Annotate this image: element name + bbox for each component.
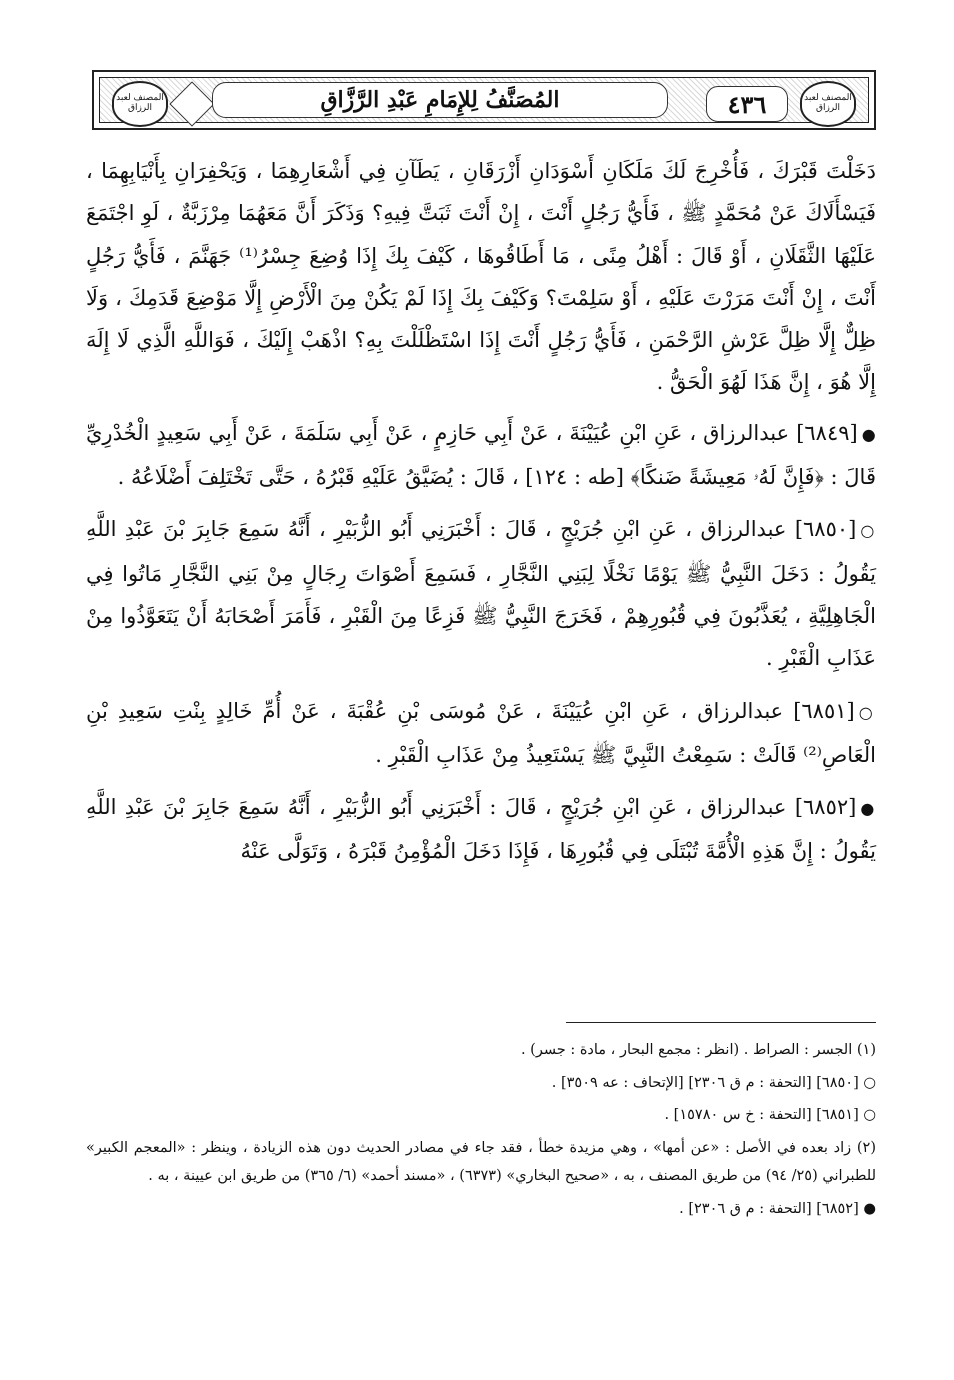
header-title-strip (212, 82, 668, 118)
footnote-6852-reference: ● [٦٨٥٢] [التحفة : م ق ٢٣٠٦] . (679, 1200, 876, 1217)
footnote-6851-reference: ○ [٦٨٥١] [التحفة : خ س ١٥٧٨٠] . (664, 1107, 876, 1123)
footnote-separator (566, 1022, 876, 1023)
header-ornament-frame (99, 77, 869, 123)
filled-circle-icon: ● (860, 799, 876, 819)
book-emblem-right: المصنف لعبد الرزاق (800, 81, 856, 127)
book-emblem-left: المصنف لعبد الرزاق (112, 81, 168, 127)
hollow-circle-icon: ○ (858, 702, 876, 722)
footnote-2: (٢) زاد بعده في الأصل : «عن أمها» ، وهي مزيدة خطأ ، فقد جاء في مصادر الحديث دون هذه الزيادة ، وينظر : «المعجم الكبير» للطبراني (٢٥/ ٩٤) من طريق المصنف ، به ، «صحيح البخاري» (٦٣٧٣) ، «مسند أحمد» (٦/ ٣٦٥) من طريق ابن عيينة ، به . (86, 1139, 876, 1184)
hadith-6851 (86, 690, 876, 777)
page-header (92, 70, 876, 130)
paragraph-continuation (86, 150, 876, 404)
footnote-6850-reference: ○ [٦٨٥٠] [التحفة : م ق ٢٣٠٦] [الإتحاف : عه ٣٥٠٩] . (551, 1074, 876, 1091)
filled-circle-icon: ● (861, 424, 877, 444)
footnote-1: (١) الجسر : الصراط . (انظر : مجمع البحار ، مادة : جسر) . (520, 1042, 876, 1058)
paragraph-text: دَخَلْتَ قَبْرَكَ ، فَأُخْرِجَ لَكَ مَلَكَانِ أَسْوَدَانِ أَزْرَقَانِ ، يَطَآنِ فِي أَشْعَارِهِمَا ، وَيَحْفِرَانِ بِأَنْيَابِهِمَا ، فَيَسْأَلَاكَ عَنْ مُحَمَّدٍ ﷺ ، فَأَيُّ رَجُلٍ أَنْتَ ، إِنْ أَنْتَ ثَبَتَّ فِيهِ؟ وَذَكَرَ أَنَّ مَعَهُمَا مِرْزَبَّةٌ ، لَوِ اجْتَمَعَ عَلَيْهَا الثَّقَلَانِ ، أَوْ قَالَ : أَهْلُ مِنًى ، مَا أَطَاقُوهَا ، كَيْفَ بِكَ إِذَا وُضِعَ جِسْرُ⁽¹⁾ جَهَنَّمَ ، فَأَيُّ رَجُلٍ أَنْتَ ، إِنْ أَنْتَ مَرَرْتَ عَلَيْهِ ، أَوْ سَلِمْتَ؟ وَكَيْفَ بِكَ إِذَا لَمْ يَكُنْ مِنَ الْأَرْضِ إِلَّا مَوْضِعَ قَدَمِكَ ، وَلَا ظِلٌّ إِلَّا ظِلَّ عَرْشِ الرَّحْمَنِ ، فَأَيُّ رَجُلٍ أَنْتَ إِذَا اسْتَظْلَلْتَ بِهِ؟ اذْهَبْ إِلَيْكَ ، فَوَاللَّهِ الَّذِي لَا إِلَهَ إِلَّا هُوَ ، إِنَّ هَذَا لَهُوَ الْحَقُّ . (86, 159, 877, 395)
hadith-number: [٦٨٤٩] (796, 420, 858, 445)
hadith-number: [٦٨٥٢] (794, 795, 857, 820)
hadith-number: [٦٨٥١] (793, 698, 855, 723)
main-text (86, 150, 876, 883)
hadith-number: [٦٨٥٠] (794, 517, 857, 542)
ornament-diamond (169, 81, 214, 126)
hadith-text: عبدالرزاق ، عَنِ ابْنِ جُرَيْجٍ ، قَالَ : أَخْبَرَنِي أَبُو الزُّبَيْرِ ، أَنَّهُ سَمِعَ جَابِرَ بْنَ عَبْدِ اللَّهِ يَقُولُ : إِنَّ هَذِهِ الْأُمَّةَ تُبْتَلَى فِي قُبُورِهَا ، فَإِذَا دَخَلَ الْمُؤْمِنُ قَبْرَهُ ، وَتَوَلَّى عَنْهُ (86, 795, 876, 864)
hadith-text: عبدالرزاق ، عَنِ ابْنِ عُيَيْنَةَ ، عَنْ مُوسَى بْنِ عُقْبَةَ ، عَنْ أُمِّ خَالِدٍ بِنْتِ سَعِيدِ بْنِ الْعَاصِ⁽²⁾ قَالَتْ : سَمِعْتُ النَّبِيَّ ﷺ يَسْتَعِيذُ مِنْ عَذَابِ الْقَبْرِ . (86, 698, 876, 767)
footnotes (86, 1036, 876, 1227)
hadith-text: عبدالرزاق ، عَنِ ابْنِ عُيَيْنَةَ ، عَنْ أَبِي حَازِمٍ ، عَنْ أَبِي سَلَمَةَ ، عَنْ أَبِي سَعِيدٍ الْخُدْرِيِّ قَالَ : ﴿فَإِنَّ لَهُۥ مَعِيشَةً ضَنكًا﴾ [طه : ١٢٤] ، قَالَ : يُضَيَّقُ عَلَيْهِ قَبْرُهُ ، حَتَّى تَخْتَلِفَ أَضْلَاعُهُ . (86, 420, 876, 490)
hollow-circle-icon: ○ (860, 521, 876, 541)
hadith-text: عبدالرزاق ، عَنِ ابْنِ جُرَيْجٍ ، قَالَ : أَخْبَرَنِي أَبُو الزُّبَيْرِ ، أَنَّهُ سَمِعَ جَابِرَ بْنَ عَبْدِ اللَّهِ يَقُولُ : دَخَلَ النَّبِيُّ ﷺ يَوْمًا نَخْلًا لِبَنِي النَّجَّارِ ، فَسَمِعَ أَصْوَاتَ رِجَالٍ مِنْ بَنِي النَّجَّارِ مَاتُوا فِي الْجَاهِلِيَّةِ ، يُعَذَّبُونَ فِي قُبُورِهِمْ ، فَخَرَجَ النَّبِيُّ ﷺ فَزِعًا مِنَ الْقَبْرِ ، فَأَمَرَ أَصْحَابَهُ أَنْ يَتَعَوَّذُوا مِنْ عَذَابِ الْقَبْرِ . (86, 517, 876, 671)
book-title: المُصَنَّفُ لِلإِمَامِ عَبْدِ الرَّزَّاقِ (320, 87, 560, 113)
hadith-6852 (86, 786, 876, 873)
hadith-6849 (86, 412, 876, 499)
page-number: ٤٣٦ (706, 86, 788, 122)
hadith-6850 (86, 508, 876, 679)
